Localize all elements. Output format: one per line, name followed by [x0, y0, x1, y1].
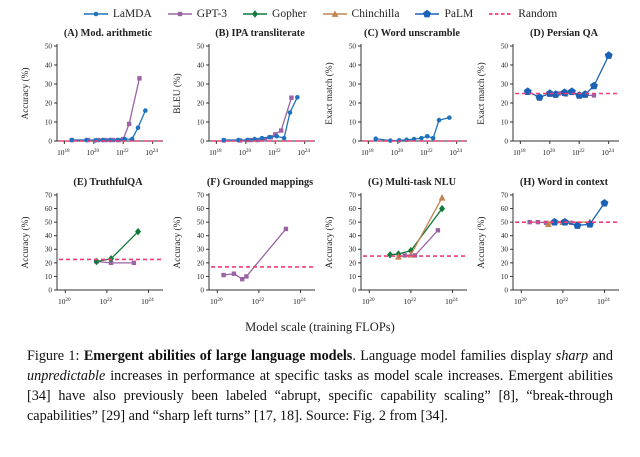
svg-text:1018: $10^{18}$	[57, 147, 70, 157]
svg-text:10: 10	[348, 272, 356, 281]
caption-segment: Figure 1:	[27, 348, 84, 364]
chart-panel-E	[17, 173, 167, 319]
svg-text:10: 10	[348, 118, 356, 127]
panel-title: (C) Word unscramble	[364, 28, 460, 39]
legend-item-lamda	[83, 8, 152, 20]
svg-text:1024: $10^{24}$	[145, 147, 158, 157]
panel-ylabel: Accuracy (%)	[325, 216, 335, 269]
legend-marker-circle-icon	[83, 9, 109, 19]
svg-text:1020: $10^{20}$	[362, 296, 375, 306]
chart-panel-A	[17, 24, 167, 170]
svg-text:1022: $10^{22}$	[555, 296, 569, 306]
svg-text:20: 20	[44, 259, 52, 268]
svg-text:1024: $10^{24}$	[297, 147, 310, 157]
svg-text:40: 40	[196, 61, 204, 70]
svg-text:0: 0	[352, 137, 356, 146]
svg-text:70: 70	[196, 191, 204, 200]
svg-text:10: 10	[44, 272, 52, 281]
legend-marker-square-icon	[167, 9, 193, 19]
svg-text:1020: $10^{20}$	[542, 147, 556, 157]
svg-text:1022: $10^{22}$	[403, 296, 417, 306]
caption-segment: and	[588, 348, 613, 364]
svg-text:60: 60	[500, 204, 508, 213]
svg-text:0: 0	[48, 137, 52, 146]
svg-text:60: 60	[196, 204, 204, 213]
svg-text:0: 0	[200, 137, 204, 146]
panel-ylabel: Accuracy (%)	[173, 216, 183, 269]
svg-text:1020: $10^{20}$	[390, 147, 404, 157]
svg-text:1020: $10^{20}$	[86, 147, 100, 157]
svg-text:1024: $10^{24}$	[601, 147, 614, 157]
svg-text:10: 10	[196, 118, 204, 127]
svg-text:50: 50	[196, 42, 204, 51]
legend-item-gpt-3	[167, 8, 227, 20]
chart-panel-B	[169, 24, 319, 170]
svg-text:0: 0	[48, 286, 52, 295]
legend-label: Chinchilla	[351, 8, 400, 20]
caption-segment: unpredictable	[27, 367, 106, 384]
svg-text:20: 20	[348, 99, 356, 108]
svg-text:1022: $10^{22}$	[419, 147, 433, 157]
panel-title: (G) Multi-task NLU	[367, 177, 457, 188]
legend-item-chinchilla	[322, 8, 400, 20]
svg-text:0: 0	[200, 286, 204, 295]
svg-text:30: 30	[44, 245, 52, 254]
svg-text:1018: $10^{18}$	[361, 147, 374, 157]
panel-title: (E) TruthfulQA	[73, 177, 143, 188]
legend-label: Gopher	[272, 8, 307, 20]
svg-text:40: 40	[44, 232, 52, 241]
svg-text:50: 50	[348, 42, 356, 51]
svg-text:30: 30	[500, 245, 508, 254]
caption-segment: . Language model families display	[352, 348, 556, 364]
panel-ylabel: Exact match (%)	[325, 62, 335, 125]
panel-ylabel: Accuracy (%)	[21, 67, 31, 120]
svg-text:1022: $10^{22}$	[251, 296, 265, 306]
svg-text:20: 20	[348, 259, 356, 268]
svg-text:1020: $10^{20}$	[210, 296, 223, 306]
svg-text:1022: $10^{22}$	[571, 147, 585, 157]
svg-text:40: 40	[196, 232, 204, 241]
svg-text:50: 50	[44, 42, 52, 51]
svg-text:40: 40	[500, 61, 508, 70]
svg-text:10: 10	[500, 272, 508, 281]
panel-title: (H) Word in context	[519, 177, 609, 188]
svg-text:1022: $10^{22}$	[99, 296, 113, 306]
svg-text:1024: $10^{24}$	[445, 296, 458, 306]
svg-text:1020: $10^{20}$	[514, 296, 527, 306]
svg-text:1024: $10^{24}$	[449, 147, 462, 157]
chart-panel-D	[473, 24, 623, 170]
svg-text:60: 60	[348, 204, 356, 213]
chart-panel-G	[321, 173, 471, 319]
svg-text:30: 30	[348, 80, 356, 89]
svg-text:30: 30	[196, 245, 204, 254]
legend-marker-dash-icon	[488, 9, 514, 19]
svg-text:50: 50	[196, 218, 204, 227]
panel-title: (A) Mod. arithmetic	[63, 28, 153, 39]
svg-text:30: 30	[44, 80, 52, 89]
caption-segment: increases in performance at specific tasks as model scale increases. Emergent abilities [34] have also previously been labeled “abrupt, specific capability scaling” [8], “break-through capabilities” [29] and “sharp left turns” [17, 18]. Source: Fig. 2 from [34].	[27, 367, 613, 424]
svg-text:70: 70	[44, 191, 52, 200]
legend-marker-diamond-icon	[242, 9, 268, 19]
legend-item-gopher	[242, 8, 307, 20]
svg-text:1020: $10^{20}$	[238, 147, 252, 157]
panel-ylabel: Exact match (%)	[477, 62, 487, 125]
panel-ylabel: Accuracy (%)	[477, 216, 487, 269]
caption-segment: Emergent abilities of large language models	[83, 348, 353, 364]
svg-text:1022: $10^{22}$	[267, 147, 281, 157]
legend-marker-pentagon-icon	[414, 9, 440, 19]
svg-text:70: 70	[348, 191, 356, 200]
panel-title: (F) Grounded mappings	[206, 177, 314, 188]
caption-segment: sharp	[555, 348, 589, 364]
shared-x-axis-label: Model scale (training FLOPs)	[245, 320, 395, 334]
chart-grid	[0, 24, 640, 319]
legend-label: GPT-3	[196, 8, 228, 20]
svg-text:40: 40	[348, 232, 356, 241]
svg-text:20: 20	[196, 259, 204, 268]
panel-title: (D) Persian QA	[529, 28, 599, 39]
svg-text:1024: $10^{24}$	[597, 296, 610, 306]
chart-legend	[0, 5, 640, 23]
svg-text:1020: $10^{20}$	[58, 296, 71, 306]
svg-text:1024: $10^{24}$	[141, 296, 154, 306]
legend-label: Random	[518, 8, 558, 20]
legend-label: PaLM	[444, 8, 474, 20]
panel-ylabel: Accuracy (%)	[21, 216, 31, 269]
svg-text:50: 50	[44, 218, 52, 227]
svg-text:50: 50	[500, 42, 508, 51]
svg-text:30: 30	[500, 80, 508, 89]
svg-text:30: 30	[348, 245, 356, 254]
svg-text:1018: $10^{18}$	[209, 147, 222, 157]
svg-text:50: 50	[348, 218, 356, 227]
legend-item-palm	[414, 8, 473, 20]
chart-panel-C	[321, 24, 471, 170]
chart-panel-F	[169, 173, 319, 319]
svg-text:50: 50	[500, 218, 508, 227]
svg-text:0: 0	[504, 286, 508, 295]
svg-text:20: 20	[500, 99, 508, 108]
svg-text:1018: $10^{18}$	[513, 147, 526, 157]
svg-text:40: 40	[44, 61, 52, 70]
svg-text:10: 10	[44, 118, 52, 127]
chart-panel-H	[473, 173, 623, 319]
svg-text:0: 0	[504, 137, 508, 146]
panel-ylabel: BLEU (%)	[173, 73, 183, 114]
svg-text:40: 40	[348, 61, 356, 70]
panel-title: (B) IPA transliterate	[215, 28, 305, 39]
svg-text:20: 20	[500, 259, 508, 268]
legend-marker-triangle-icon	[322, 9, 348, 19]
svg-text:70: 70	[500, 191, 508, 200]
svg-text:40: 40	[500, 232, 508, 241]
legend-label: LaMDA	[112, 8, 152, 20]
svg-text:1022: $10^{22}$	[115, 147, 129, 157]
svg-text:10: 10	[500, 118, 508, 127]
svg-text:60: 60	[44, 204, 52, 213]
svg-text:20: 20	[196, 99, 204, 108]
svg-text:1024: $10^{24}$	[293, 296, 306, 306]
legend-item-random	[488, 8, 557, 20]
figure-caption	[27, 347, 613, 427]
svg-text:10: 10	[196, 272, 204, 281]
svg-text:0: 0	[352, 286, 356, 295]
svg-text:20: 20	[44, 99, 52, 108]
svg-text:30: 30	[196, 80, 204, 89]
